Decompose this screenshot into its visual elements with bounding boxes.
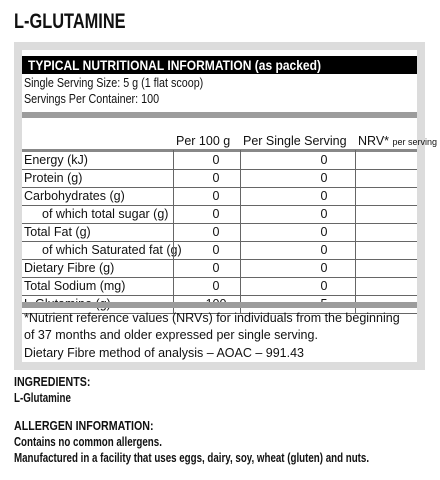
nrv-label: NRV* <box>358 134 390 148</box>
table-row <box>22 278 417 296</box>
row-label: Energy (kJ) <box>24 153 88 167</box>
row-value-per-100g: 0 <box>212 243 220 257</box>
row-value-per-serving: 0 <box>320 261 328 275</box>
row-label: Protein (g) <box>24 171 83 185</box>
column-header-nrv <box>358 134 437 148</box>
row-value-per-serving: 0 <box>320 243 328 257</box>
table-row <box>22 206 417 224</box>
section-divider <box>22 112 417 118</box>
footnote-fibre-method: Dietary Fibre method of analysis – AOAC – 991.43 <box>24 346 305 360</box>
table-bottom-rule <box>22 302 417 308</box>
serving-size: Single Serving Size: 5 g (1 flat scoop) <box>24 76 204 90</box>
row-value-per-100g: 0 <box>212 153 220 167</box>
row-value-per-100g: 0 <box>212 189 220 203</box>
table-row <box>22 224 417 242</box>
row-label: of which Saturated fat (g) <box>42 243 182 257</box>
nutrition-heading: TYPICAL NUTRITIONAL INFORMATION (as packed) <box>28 57 322 73</box>
table-row <box>22 188 417 206</box>
column-header-per-serving: Per Single Serving <box>243 134 347 148</box>
row-value-per-serving: 0 <box>320 225 328 239</box>
column-header-per-100g: Per 100 g <box>176 134 231 148</box>
row-value-per-serving: 0 <box>320 171 328 185</box>
row-value-per-100g: 0 <box>212 261 220 275</box>
footnote-nrv: *Nutrient reference values (NRVs) for individuals from the beginning <box>24 311 400 325</box>
nrv-sublabel: per serving <box>392 137 438 147</box>
row-value-per-serving: 0 <box>320 207 328 221</box>
allergen-heading: ALLERGEN INFORMATION: <box>14 418 154 433</box>
footnote-nrv-cont: of 37 months and older expressed per single serving. <box>24 328 318 342</box>
ingredients-heading: INGREDIENTS: <box>14 374 91 389</box>
column-divider <box>240 150 241 314</box>
row-value-per-serving: 0 <box>320 153 328 167</box>
row-value-per-serving: 0 <box>320 279 328 293</box>
product-title: L-GLUTAMINE <box>14 10 126 33</box>
row-value-per-serving: 0 <box>320 189 328 203</box>
nutrition-panel-inner <box>22 50 438 362</box>
row-label: Dietary Fibre (g) <box>24 261 115 275</box>
allergen-line-2: Manufactured in a facility that uses eggs, dairy, soy, wheat (gluten) and nuts. <box>14 450 370 465</box>
row-label: Total Sodium (mg) <box>24 279 126 293</box>
row-label: Total Fat (g) <box>24 225 91 239</box>
column-divider <box>173 150 174 314</box>
row-value-per-100g: 0 <box>212 171 220 185</box>
allergen-line-1: Contains no common allergens. <box>14 434 162 449</box>
row-value-per-100g: 0 <box>212 207 220 221</box>
table-row <box>22 242 417 260</box>
row-label: Carbohydrates (g) <box>24 189 125 203</box>
nutrition-heading-bar <box>22 56 417 74</box>
row-label: of which total sugar (g) <box>42 207 169 221</box>
table-row <box>22 260 417 278</box>
nutrition-panel <box>14 42 438 370</box>
column-divider <box>355 150 356 314</box>
table-row <box>22 152 417 170</box>
servings-per-container: Servings Per Container: 100 <box>24 92 160 106</box>
table-row <box>22 170 417 188</box>
row-value-per-100g: 0 <box>212 225 220 239</box>
row-value-per-100g: 0 <box>212 279 220 293</box>
ingredients-text: L-Glutamine <box>14 390 71 405</box>
